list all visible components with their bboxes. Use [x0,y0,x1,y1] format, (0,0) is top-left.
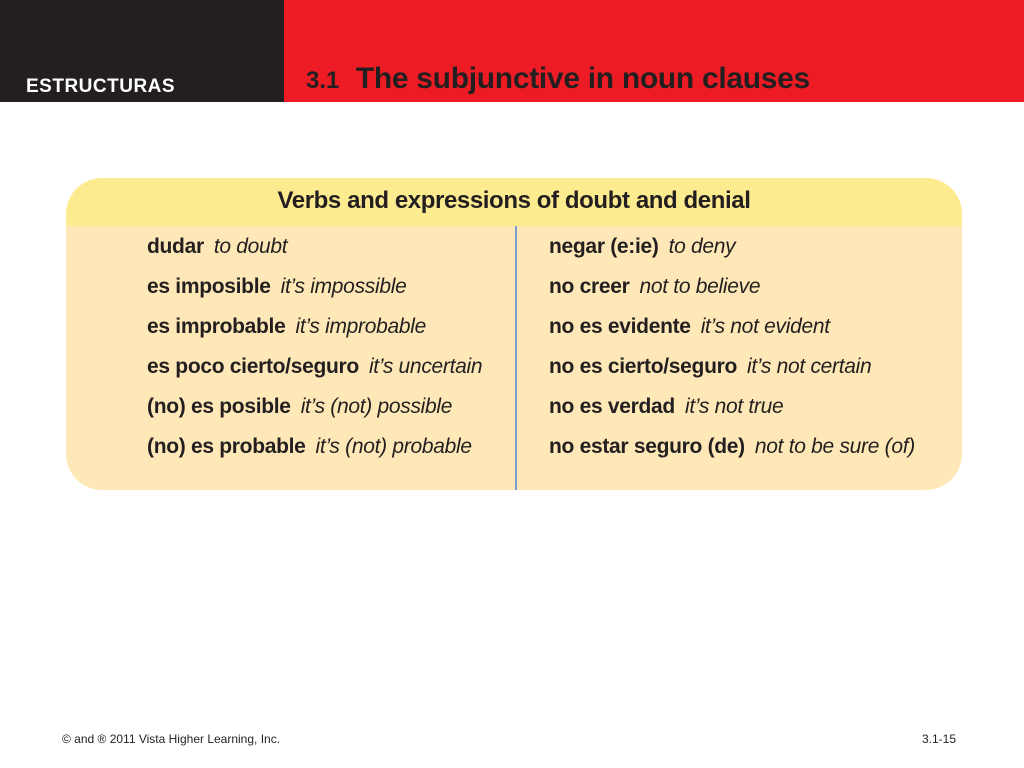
vocab-row [549,352,915,392]
vocab-row [147,432,482,472]
vocab-meaning: it’s (not) probable [315,435,472,458]
vocab-meaning: it’s improbable [295,315,426,338]
left-column [147,232,482,472]
vocab-row [147,232,482,272]
vocab-term: no es evidente [549,315,691,338]
vocab-meaning: not to believe [639,275,761,298]
vocab-meaning: to deny [668,235,736,258]
vocab-term: (no) es probable [147,435,306,458]
vocab-meaning: it’s uncertain [368,355,483,378]
vocab-row [147,352,482,392]
vocab-term: dudar [147,235,204,258]
vocab-row [549,312,915,352]
vocab-row [147,272,482,312]
vocab-meaning: it’s not certain [747,355,872,378]
section-label: ESTRUCTURAS [26,76,176,97]
vocab-term: no creer [549,275,630,298]
vocab-term: no estar seguro (de) [549,435,745,458]
chapter-title [306,62,810,96]
header-title-bar [284,0,1024,102]
chapter-title-text: The subjunctive in noun clauses [355,62,810,95]
vocab-meaning: not to be sure (of) [754,435,915,458]
vocab-row [147,392,482,432]
vocabulary-box [66,178,962,490]
vocab-meaning: it’s not evident [700,315,830,338]
vocab-row [549,432,915,472]
vocabulary-box-header [66,178,962,226]
vocab-meaning: it’s impossible [280,275,407,298]
vocab-term: es imposible [147,275,271,298]
vocab-term: negar (e:ie) [549,235,659,258]
copyright-notice: © and ® 2011 Vista Higher Learning, Inc. [62,732,281,746]
vocab-term: es improbable [147,315,286,338]
vocab-row [549,232,915,272]
vocab-term: es poco cierto/seguro [147,355,359,378]
header-section-bar [0,0,284,102]
vocab-row [147,312,482,352]
vocabulary-box-title: Verbs and expressions of doubt and denial [277,187,751,214]
slide-number: 3.1-15 [922,732,957,746]
vocab-row [549,392,915,432]
vocab-meaning: it’s not true [684,395,784,418]
vocab-meaning: to doubt [213,235,288,258]
vocab-term: (no) es posible [147,395,291,418]
chapter-number: 3.1 [306,67,340,94]
vocab-term: no es cierto/seguro [549,355,738,378]
column-divider [515,226,517,490]
vocab-meaning: it’s (not) possible [300,395,453,418]
vocab-row [549,272,915,312]
right-column [549,232,915,472]
vocab-term: no es verdad [549,395,675,418]
